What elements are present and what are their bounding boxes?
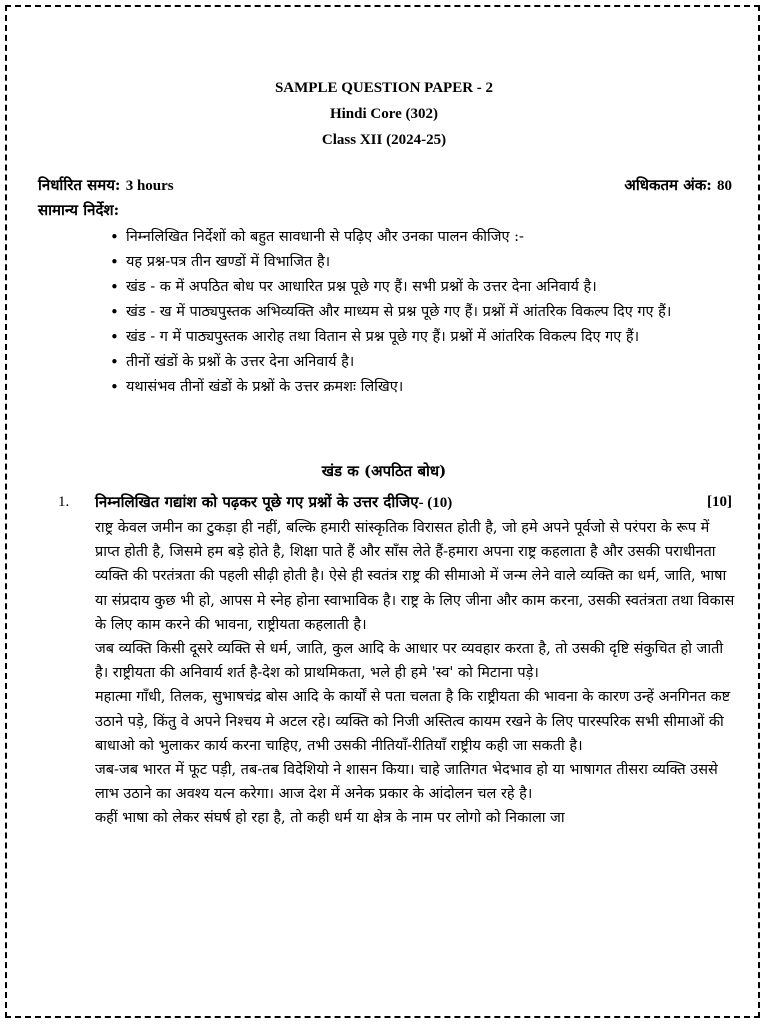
section-a-heading: खंड क (अपठित बोध) — [321, 462, 447, 480]
passage — [95, 516, 735, 831]
question-title-marks: - (10) — [418, 495, 453, 511]
instruction-item: • खंड - क में अपठित बोध पर आधारित प्रश्न पूछे गए हैं। सभी प्रश्नों के उत्तर देना अनिवार्य है। — [110, 276, 738, 299]
instructions-title: सामान्य निर्देश: — [38, 201, 120, 219]
passage-paragraph: महात्मा गाँधी, तिलक, सुभाषचंद्र बोस आदि के कार्यों से पता चलता है कि राष्ट्रीयता की भावना के कारण उन्हें अनगिनत कष्ट उठाने पड़े, किंतु वे अपने निश्चय मे अटल रहे। व्यक्ति को निजी अस्तित्व कायम रखने के लिए पारस्परिक सभी सीमाओं की बाधाओ को भुलाकर कार्य करना चाहिए, तभी उसकी नीतियाँ-रीतियाँ राष्ट्रीय कही जा सकती है। — [95, 689, 731, 754]
time-value: 3 hours — [125, 178, 174, 194]
class-line: Class XII (2024-25) — [321, 132, 447, 148]
instruction-item: • खंड - ख में पाठ्यपुस्तक अभिव्यक्ति और माध्यम से प्रश्न पूछे गए हैं। प्रश्नों में आंतरिक विकल्प दिए गए हैं। — [110, 301, 738, 324]
instruction-item: • तीनों खंडों के प्रश्नों के उत्तर देना अनिवार्य है। — [110, 351, 738, 374]
passage-paragraph: जब-जब भारत में फूट पड़ी, तब-तब विदेशियो ने शासन किया। चाहे जातिगत भेदभाव हो या भाषागत तीसरा व्यक्ति उससे लाभ उठाने का अवश्य यत्न करेगा। आज देश में अनेक प्रकार के आंदोलन चल रहे है। — [95, 762, 718, 803]
marks-label: अधिकतम अंक: — [624, 176, 712, 194]
instruction-item: • यह प्रश्न-पत्र तीन खण्डों में विभाजित है। — [110, 251, 738, 274]
instructions-list — [110, 226, 738, 401]
question-title — [95, 492, 452, 512]
time-allowed — [38, 175, 174, 195]
question-marks: [10] — [707, 494, 732, 510]
marks-value: 80 — [717, 178, 732, 194]
max-marks — [624, 175, 732, 195]
time-label: निर्धारित समय: — [38, 176, 121, 194]
paper-title: SAMPLE QUESTION PAPER - 2 — [274, 80, 494, 96]
instruction-item: • यथासंभव तीनों खंडों के प्रश्नों के उत्तर क्रमशः लिखिए। — [110, 376, 738, 399]
passage-paragraph: जब व्यक्ति किसी दूसरे व्यक्ति से धर्म, जाति, कुल आदि के आधार पर व्यवहार करता है, तो उसकी दृष्टि संकुचित हो जाती है। राष्ट्रीयता की अनिवार्य शर्त है-देश को प्राथमिकता, भले ही हमे 'स्व' को मिटाना पड़े। — [95, 641, 724, 682]
question-number: 1. — [58, 494, 70, 510]
instruction-item: • खंड - ग में पाठ्यपुस्तक आरोह तथा वितान से प्रश्न पूछे गए हैं। प्रश्नों में आंतरिक विकल्प दिए गए हैं। — [110, 326, 738, 349]
instruction-item: • निम्नलिखित निर्देशों को बहुत सावधानी से पढ़िए और उनका पालन कीजिए :- — [110, 226, 738, 249]
question-title-text: निम्नलिखित गद्यांश को पढ़कर पूछे गए प्रश्नों के उत्तर दीजिए — [95, 493, 419, 511]
subject-line: Hindi Core (302) — [329, 106, 439, 122]
passage-paragraph: कहीं भाषा को लेकर संघर्ष हो रहा है, तो कही धर्म या क्षेत्र के नाम पर लोगो को निकाला जा — [95, 810, 565, 827]
passage-paragraph: राष्ट्र केवल जमीन का टुकड़ा ही नहीं, बल्कि हमारी सांस्कृतिक विरासत होती है, जो हमे अपने पूर्वजो से परंपरा के रूप में प्राप्त होती है, जिसमे हम बड़े होते है, शिक्षा पाते हैं और साँस लेते हैं-हमारा अपना राष्ट्र कहलाता है और उसकी पराधीनता व्यक्ति की परतंत्रता की पहली सीढ़ी होती है। ऐसे ही स्वतंत्र राष्ट्र की सीमाओ में जन्म लेने वाले व्यक्ति का धर्म, जाति, भाषा या संप्रदाय कुछ भी हो, आपस मे स्नेह होना स्वाभाविक है। राष्ट्र के लिए जीना और काम करना, उसकी स्वतंत्रता तथा विकास के लिए काम करने की भावना, राष्ट्रीयता कहलाती है। — [95, 520, 735, 633]
